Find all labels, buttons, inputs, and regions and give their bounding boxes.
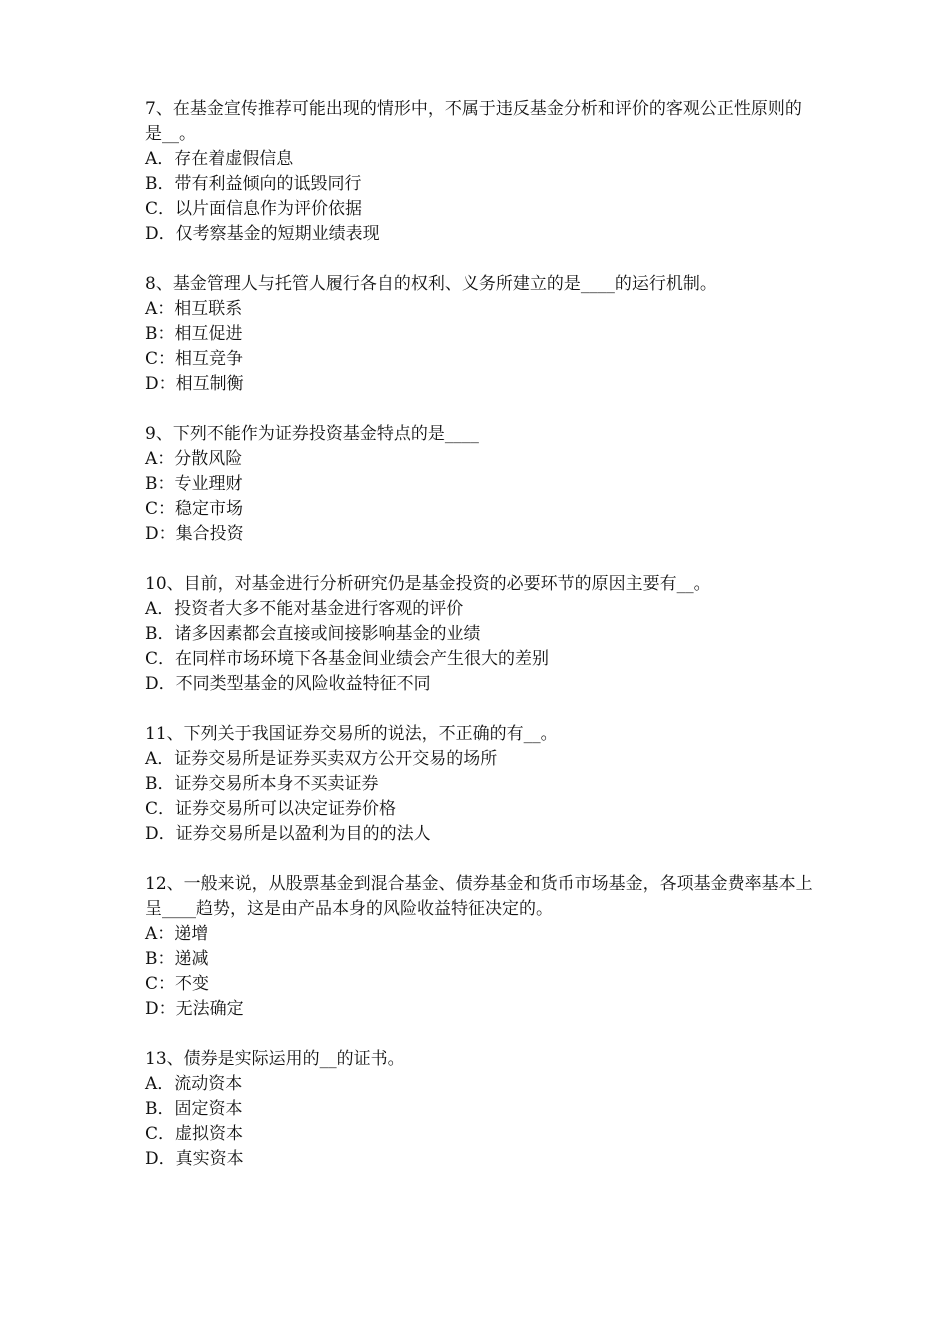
option-a: A．证券交易所是证券买卖双方公开交易的场所 [145, 749, 498, 769]
option-b: B．诸多因素都会直接或间接影响基金的业绩 [145, 624, 481, 644]
option-c: C．虚拟资本 [145, 1124, 244, 1144]
question-text: 7、在基金宣传推荐可能出现的情形中，不属于违反基金分析和评价的客观公正性原则的是__。 [145, 99, 802, 144]
option-d: D．仅考察基金的短期业绩表现 [145, 224, 380, 244]
option-c: C：相互竞争 [145, 349, 244, 369]
option-b: B：相互促进 [145, 324, 243, 344]
option-d: D：相互制衡 [145, 374, 244, 394]
question-text: 10、目前，对基金进行分析研究仍是基金投资的必要环节的原因主要有__。 [145, 574, 711, 594]
option-a: A．流动资本 [145, 1074, 243, 1094]
option-c: C．证券交易所可以决定证券价格 [145, 799, 397, 819]
question-12 [145, 872, 815, 1022]
question-7 [145, 97, 815, 247]
option-a: A：相互联系 [145, 299, 243, 319]
question-13 [145, 1047, 815, 1172]
option-c: C：稳定市场 [145, 499, 244, 519]
option-a: A．存在着虚假信息 [145, 149, 294, 169]
option-c: C．以片面信息作为评价依据 [145, 199, 363, 219]
option-a: A：分散风险 [145, 449, 243, 469]
question-text: 9、下列不能作为证券投资基金特点的是____ [145, 424, 479, 444]
question-text: 8、基金管理人与托管人履行各自的权利、义务所建立的是____的运行机制。 [145, 274, 717, 294]
option-d: D．证券交易所是以盈利为目的的法人 [145, 824, 431, 844]
option-c: C．在同样市场环境下各基金间业绩会产生很大的差别 [145, 649, 550, 669]
document-page [145, 97, 815, 1197]
option-b: B．证券交易所本身不买卖证券 [145, 774, 379, 794]
question-8 [145, 272, 815, 397]
question-text: 13、债券是实际运用的__的证书。 [145, 1049, 405, 1069]
option-b: B：递减 [145, 949, 209, 969]
option-d: D．真实资本 [145, 1149, 244, 1169]
question-9 [145, 422, 815, 547]
question-text: 12、一般来说，从股票基金到混合基金、债券基金和货币市场基金，各项基金费率基本上呈____趋势，这是由产品本身的风险收益特征决定的。 [145, 874, 813, 919]
option-c: C：不变 [145, 974, 210, 994]
option-d: D．不同类型基金的风险收益特征不同 [145, 674, 431, 694]
question-10 [145, 572, 815, 697]
option-d: D：集合投资 [145, 524, 244, 544]
option-b: B：专业理财 [145, 474, 243, 494]
option-a: A：递增 [145, 924, 209, 944]
option-b: B．固定资本 [145, 1099, 243, 1119]
option-a: A．投资者大多不能对基金进行客观的评价 [145, 599, 464, 619]
option-d: D：无法确定 [145, 999, 244, 1019]
question-11 [145, 722, 815, 847]
option-b: B．带有利益倾向的诋毁同行 [145, 174, 362, 194]
question-text: 11、下列关于我国证券交易所的说法，不正确的有__。 [145, 724, 558, 744]
